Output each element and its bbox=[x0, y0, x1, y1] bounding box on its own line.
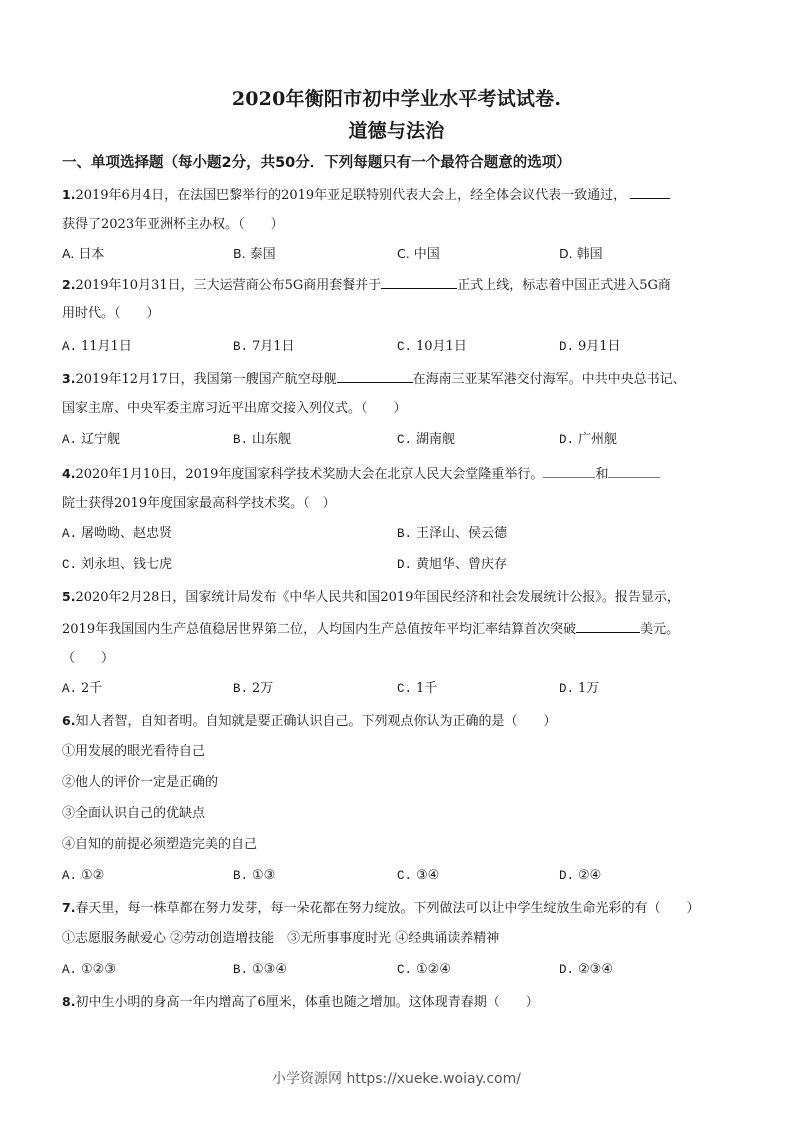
option-d: D. 韩国 bbox=[559, 246, 603, 262]
question-number: 1. bbox=[62, 187, 76, 202]
question-2-line-2: 用时代。（ ） bbox=[62, 306, 160, 321]
option-d: D. 广州舰 bbox=[559, 432, 618, 447]
option-a: A. 2千 bbox=[62, 681, 103, 696]
option-c: C. 湖南舰 bbox=[397, 432, 456, 447]
option-b: B. ①③④ bbox=[233, 962, 287, 977]
answer-blank bbox=[630, 186, 670, 199]
option-b: B. 王泽山、侯云德 bbox=[397, 526, 508, 541]
question-number: 2. bbox=[62, 277, 76, 292]
answer-blank bbox=[381, 276, 457, 289]
question-1-line-1 bbox=[62, 186, 670, 204]
question-2-line-1: 2.2019年10月31日，三大运营商公布5G商用套餐并于 正式上线，标志着中国正式进入5G商 bbox=[62, 277, 671, 293]
exam-title: 2020年衡阳市初中学业水平考试试卷. bbox=[231, 88, 562, 110]
option-a: A. ①②③ bbox=[62, 962, 116, 977]
option-a: A. 辽宁舰 bbox=[62, 432, 121, 447]
statement-2: ②他人的评价一定是正确的 bbox=[62, 775, 219, 790]
option-c: C. 刘永坦、钱七虎 bbox=[62, 557, 173, 572]
question-number: 7. bbox=[62, 900, 76, 915]
option-a: A. 屠呦呦、赵忠贤 bbox=[62, 526, 173, 541]
question-3-line-2: 国家主席、中央军委主席习近平出席交接入列仪式。（ ） bbox=[62, 401, 407, 416]
statement-3: ③全面认识自己的优缺点 bbox=[62, 806, 206, 821]
footer-watermark: 小学资源网 https://xueke.woiay.com/ bbox=[272, 1071, 521, 1087]
question-4-line-1: 4.2020年1月10日，2019年度国家科学技术奖励大会在北京人民大会堂隆重举行。 和 bbox=[62, 465, 660, 483]
option-a: A. ①② bbox=[62, 868, 105, 883]
option-a: A. 日本 bbox=[62, 246, 105, 262]
question-8-line-1: 8.初中生小明的身高一年内增高了6厘米，体重也随之增加。这体现青春期（ ） bbox=[62, 994, 539, 1010]
option-c: C. ③④ bbox=[397, 868, 440, 883]
question-7-statements: ①志愿服务献爱心 ②劳动创造增技能 ③无所事事度时光 ④经典诵读养精神 bbox=[62, 931, 500, 946]
question-1-line-2: 获得了2023年亚洲杯主办权。（ ） bbox=[62, 217, 284, 232]
question-5-line-2: 2019年我国国内生产总值稳居世界第二位，人均国内生产总值按年平均汇率结算首次突破 美元。 bbox=[62, 622, 680, 637]
option-c: C. 中国 bbox=[397, 246, 440, 262]
question-7-line-1: 7.春天里，每一株草都在努力发芽，每一朵花都在努力绽放。下列做法可以让中学生绽放生命光彩的有（ ） bbox=[62, 900, 700, 916]
statement-1: ①用发展的眼光看待自己 bbox=[62, 744, 206, 759]
question-3-line-1: 3.2019年12月17日，我国第一艘国产航空母舰 在海南三亚某军港交付海军。中共中央总书记、 bbox=[62, 371, 686, 387]
option-b: B. ①③ bbox=[233, 868, 276, 883]
option-d: D. ②③④ bbox=[559, 962, 613, 977]
option-c: C. 10月1日 bbox=[397, 339, 467, 354]
question-text: 2019年6月4日，在法国巴黎举行的2019年亚足联特别代表大会上，经全体会议代表一致通过， bbox=[75, 188, 627, 203]
option-d: D. ②④ bbox=[559, 868, 602, 883]
question-4-line-2: 院士获得2019年度国家最高科学技术奖。（ ） bbox=[62, 496, 336, 511]
section-heading: 一、单项选择题（每小题2分，共50分．下列每题只有一个最符合题意的选项） bbox=[62, 155, 571, 171]
answer-blank bbox=[337, 370, 413, 383]
answer-blank bbox=[608, 465, 660, 478]
option-d: D. 黄旭华、曾庆存 bbox=[397, 557, 508, 572]
option-a: A. 11月1日 bbox=[62, 339, 132, 354]
option-b: B. 泰国 bbox=[233, 246, 276, 262]
question-number: 4. bbox=[62, 466, 76, 481]
question-5-line-3: （ ） bbox=[62, 651, 115, 666]
question-number: 6. bbox=[62, 713, 76, 728]
statement-4: ④自知的前提必须塑造完美的自己 bbox=[62, 837, 258, 852]
question-6-line-1: 6.知人者智，自知者明。自知就是要正确认识自己。下列观点你认为正确的是（ ） bbox=[62, 713, 557, 729]
question-number: 8. bbox=[62, 994, 76, 1009]
question-number: 3. bbox=[62, 371, 76, 386]
option-c: C. ①②④ bbox=[397, 962, 451, 977]
subject-title: 道德与法治 bbox=[348, 120, 445, 142]
option-d: D. 1万 bbox=[559, 681, 600, 696]
option-b: B. 7月1日 bbox=[233, 339, 295, 354]
option-c: C. 1千 bbox=[397, 681, 438, 696]
option-b: B. 山东舰 bbox=[233, 432, 292, 447]
option-b: B. 2万 bbox=[233, 681, 274, 696]
option-d: D. 9月1日 bbox=[559, 339, 621, 354]
answer-blank bbox=[543, 465, 595, 478]
answer-blank bbox=[576, 620, 640, 633]
question-number: 5. bbox=[62, 589, 76, 604]
question-5-line-1: 5.2020年2月28日，国家统计局发布《中华人民共和国2019年国民经济和社会发展统计公报》。报告显示， bbox=[62, 589, 680, 605]
